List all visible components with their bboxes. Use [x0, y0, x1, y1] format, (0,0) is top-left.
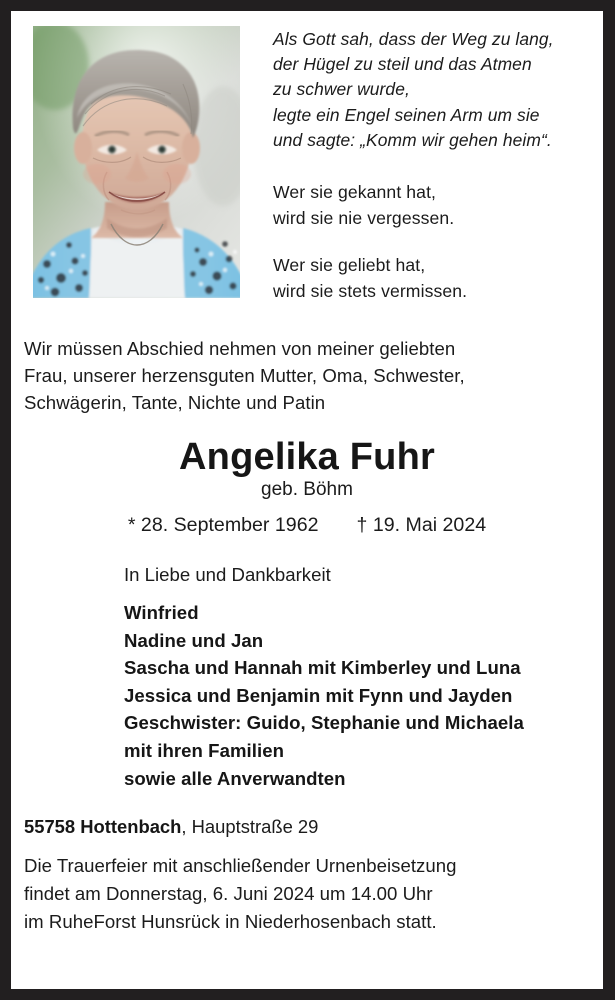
poem-line: zu schwer wurde,	[273, 79, 410, 100]
death-date: † 19. Mai 2024	[356, 514, 487, 536]
service-info	[24, 852, 603, 936]
family-member: Nadine und Jan	[124, 629, 264, 651]
address-city: 55758 Hottenbach	[24, 816, 182, 838]
verse-second	[273, 252, 599, 305]
life-dates	[11, 512, 603, 539]
family-member: mit ihren Familien	[124, 739, 285, 761]
service-line: findet am Donnerstag, 6. Juni 2024 um 14.00 Uhr	[24, 883, 433, 905]
verse-first	[273, 179, 599, 232]
service-line: Die Trauerfeier mit anschließender Urnenbeisetzung	[24, 855, 457, 877]
poem-text	[273, 27, 599, 153]
family-block	[124, 561, 603, 792]
family-member: Geschwister: Guido, Stephanie und Michaela	[124, 712, 524, 734]
family-member: Sascha und Hannah mit Kimberley und Luna	[124, 657, 521, 679]
intro-paragraph	[24, 335, 603, 416]
verse-line: wird sie stets vermissen.	[273, 281, 468, 302]
poem-line: der Hügel zu steil und das Atmen	[273, 54, 532, 75]
verse-line: wird sie nie vergessen.	[273, 208, 455, 229]
family-list	[124, 599, 603, 792]
poem-line: Als Gott sah, dass der Weg zu lang,	[273, 29, 554, 49]
verse-line: Wer sie gekannt hat,	[273, 182, 437, 203]
poem-line: legte ein Engel seinen Arm um sie	[273, 104, 540, 125]
address-street: , Hauptstraße 29	[181, 816, 319, 838]
family-member: Jessica und Benjamin mit Fynn und Jayden	[124, 684, 513, 706]
intro-line: Schwägerin, Tante, Nichte und Patin	[24, 392, 326, 413]
poem-line: und sagte: „Komm wir gehen heim“.	[273, 129, 552, 150]
family-intro: In Liebe und Dankbarkeit	[124, 564, 331, 585]
birth-date: * 28. September 1962	[127, 514, 319, 536]
verse-line: Wer sie geliebt hat,	[273, 254, 426, 275]
verse-column	[273, 27, 599, 305]
footer-block	[24, 813, 603, 936]
service-line: im RuheForst Hunsrück in Niederhosenbach statt.	[24, 911, 437, 933]
portrait-image	[33, 26, 240, 298]
intro-line: Frau, unserer herzensguten Mutter, Oma, Schwester,	[24, 365, 465, 386]
maiden-name: geb. Böhm	[261, 479, 353, 500]
address-line	[24, 813, 603, 840]
portrait-photo	[33, 26, 240, 298]
family-member: Winfried	[124, 602, 199, 623]
deceased-name: Angelika Fuhr	[179, 436, 435, 478]
intro-line: Wir müssen Abschied nehmen von meiner geliebten	[24, 338, 456, 359]
obituary-card	[11, 11, 603, 989]
top-region	[11, 11, 603, 318]
name-block	[11, 435, 603, 539]
family-member: sowie alle Anverwandten	[124, 767, 346, 789]
